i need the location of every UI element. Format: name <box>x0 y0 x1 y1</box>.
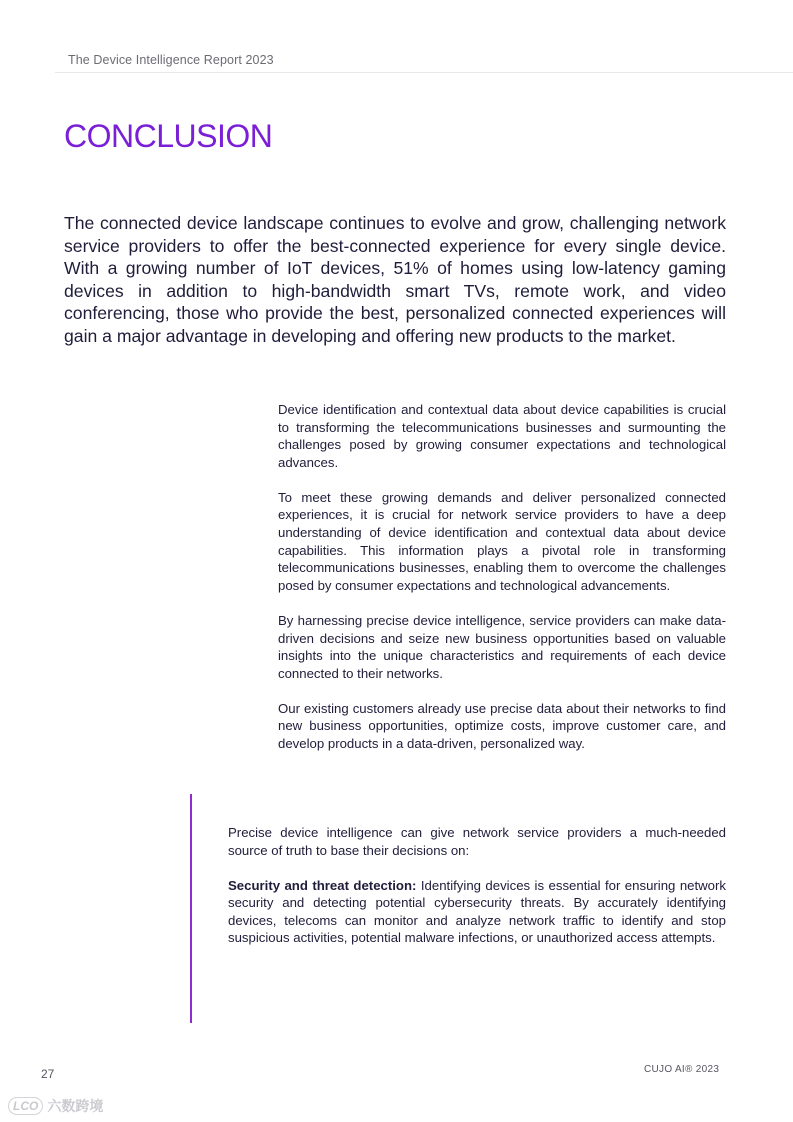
page-number: 27 <box>41 1067 55 1081</box>
body-paragraph: Our existing customers already use precise data about their networks to find new business opportunities, optimize costs, improve customer care, and develop products in a data-driven, personalized way. <box>278 700 726 751</box>
callout-accent-bar <box>190 794 192 1023</box>
running-header: The Device Intelligence Report 2023 <box>68 53 274 67</box>
watermark <box>8 1095 103 1117</box>
body-paragraph: Device identification and contextual data about device capabilities is crucial to transforming the telecommunications businesses and surmounting the challenges posed by growing consumer expectations and technological advances. <box>278 402 726 470</box>
watermark-logo-icon: LCO <box>8 1097 43 1115</box>
body-paragraph: To meet these growing demands and deliver personalized connected experiences, it is crucial for network service providers to have a deep understanding of device identification and contextual data about device capabilities. This information plays a pivotal role in transforming telecommunications businesses, enabling them to overcome the challenges posed by consumer expectations and technological advancements. <box>278 489 726 593</box>
intro-paragraph: The connected device landscape continues to evolve and grow, challenging network service providers to offer the best-connected experience for every single device. With a growing number of IoT devices, 51% of homes using low-latency gaming devices in addition to high-bandwidth smart TVs, remote work, and video conferencing, those who provide the best, personalized connected experiences will gain a major advantage in developing and offering new products to the market. <box>64 213 726 346</box>
callout-item-heading: Security and threat detection: <box>228 877 417 893</box>
callout-box <box>228 824 726 965</box>
callout-item-text: Identifying devices is essential for ensuring network security and detecting potential cybersecurity threats. By accurately identifying devices, telecoms can monitor and analyze network traffic to identify and stop suspicious activities, potential malware infections, or unauthorized access attempts. <box>228 877 726 946</box>
body-column <box>278 401 726 770</box>
header-divider <box>55 72 793 73</box>
watermark-text: 六数跨境 <box>47 1098 104 1114</box>
body-paragraph: By harnessing precise device intelligence, service providers can make data-driven decisions and seize new business opportunities based on valuable insights into the unique characteristics and requirements of each device connected to their networks. <box>278 612 726 681</box>
section-title: CONCLUSION <box>64 118 273 154</box>
callout-item <box>228 877 726 947</box>
callout-lead: Precise device intelligence can give network service providers a much-needed source of truth to base their decisions on: <box>228 825 726 858</box>
footer-brand: CUJO AI® 2023 <box>644 1064 720 1075</box>
